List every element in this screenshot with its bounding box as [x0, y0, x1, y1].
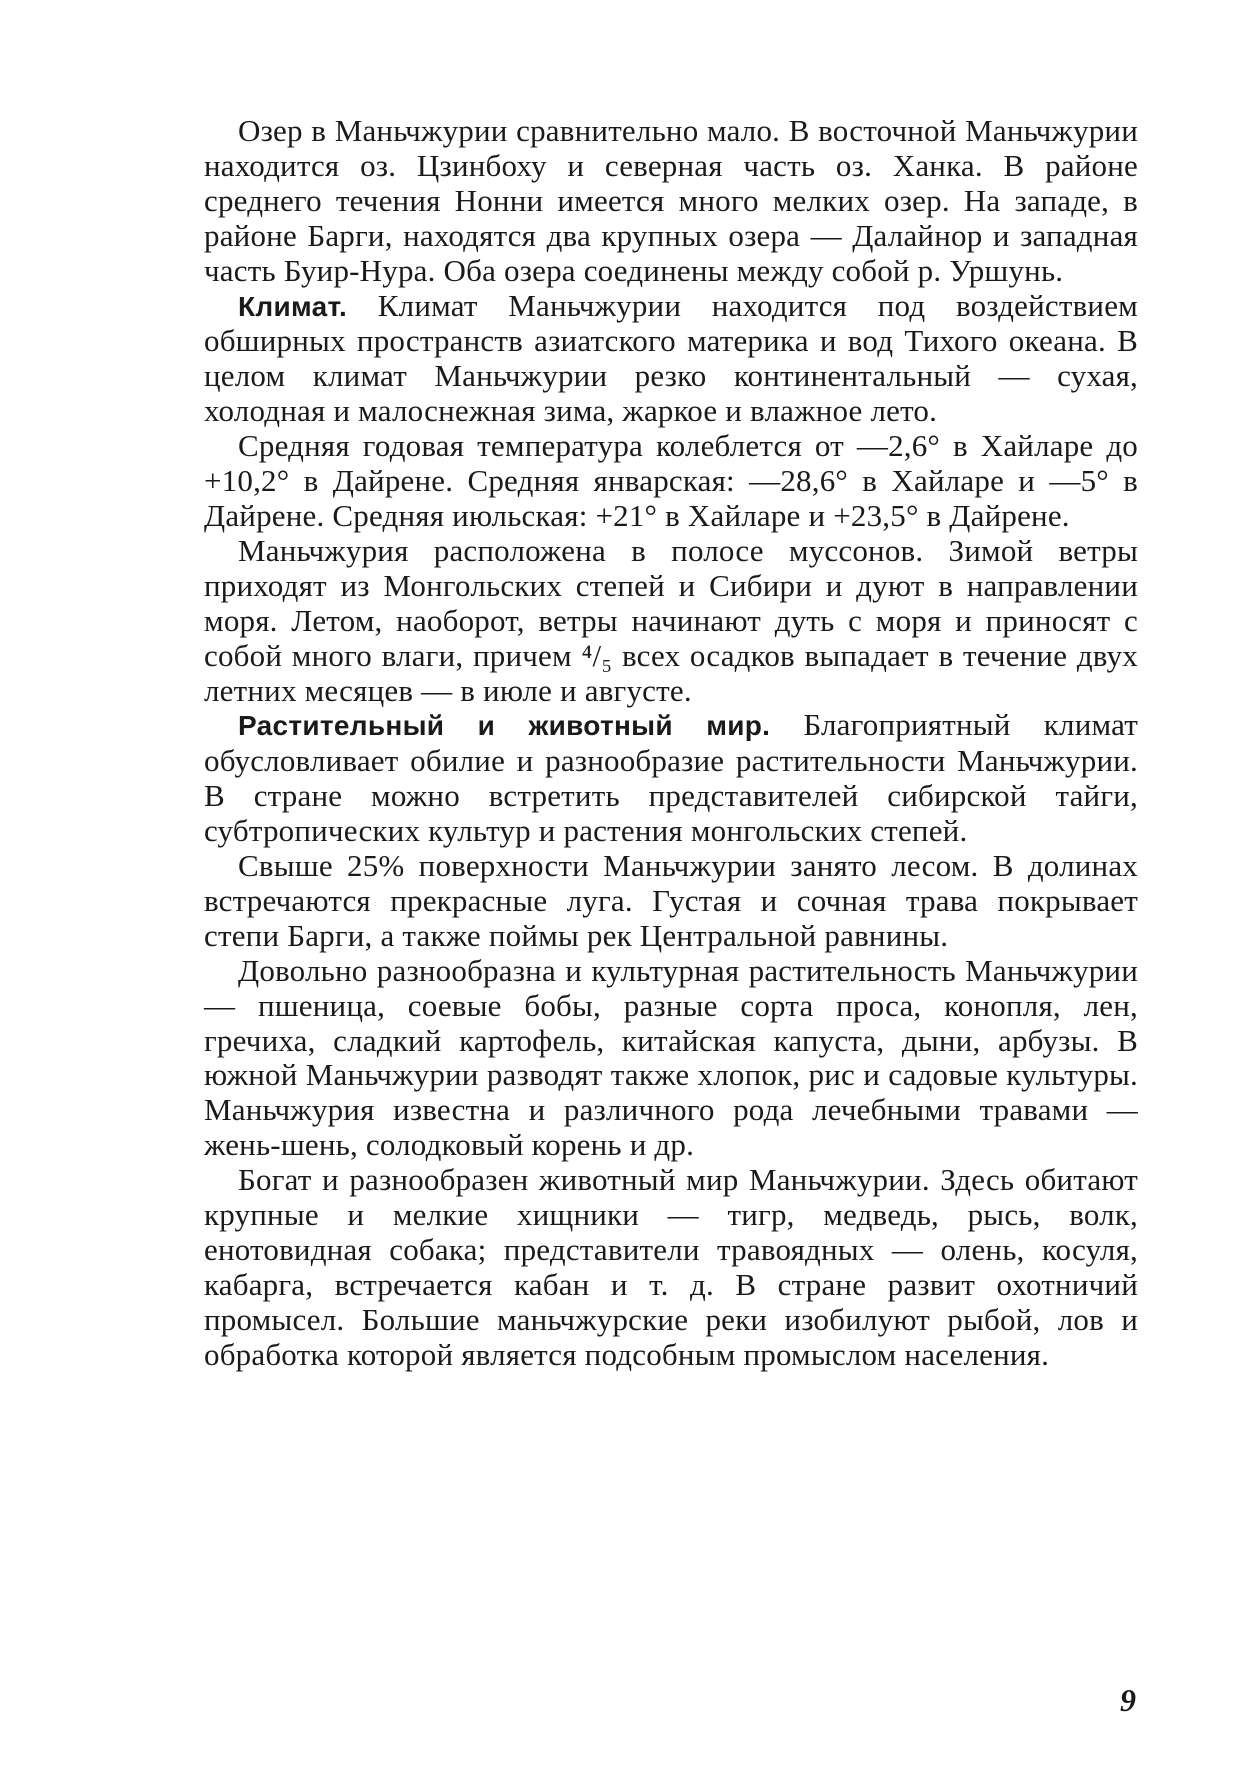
paragraph-text: Благоприятный климат обусловливает обилие и разнообразие растительности Маньчжурии. В стране можно встретить представителей сибирской тайги, субтропических культур и растения монгольских степей. — [204, 707, 1138, 849]
section-heading-climate: Климат. — [238, 290, 348, 322]
paragraph-temperature — [204, 429, 1138, 534]
body-text — [204, 114, 1138, 1373]
paragraph-text: Климат Маньчжурии находится под воздействием обширных пространств азиатского материка и вод Тихого океана. В целом климат Маньчжурии резко континентальный — сухая, холодная и малоснежная зима, жаркое и влажное лето. — [204, 287, 1138, 429]
page-number: 9 — [1120, 1682, 1136, 1718]
paragraph-climate — [204, 289, 1138, 430]
paragraph-text: Озер в Маньчжурии сравнительно мало. В восточной Маньчжурии находится оз. Цзинбоху и северная часть оз. Ханка. В районе среднего течения Нонни имеется много мелких озер. На западе, в районе Барги, находятся два крупных озера — Далайнор и западная часть Буир-Нура. Оба озера соединены между собой р. Уршунь. — [204, 113, 1138, 288]
paragraph-lakes — [204, 114, 1138, 289]
paragraph-text: Свыше 25% поверхности Маньчжурии занято лесом. В долинах встречаются прекрасные луга. Густая и сочная трава покрывает степи Барги, а также поймы рек Центральной равнины. — [204, 848, 1138, 953]
paragraph-text: Богат и разнообразен животный мир Маньчжурии. Здесь обитают крупные и мелкие хищники — тигр, медведь, рысь, волк, енотовидная собака; представители травоядных — олень, косуля, кабарга, встречается кабан и т. д. В стране развит охотничий промысел. Большие маньчжурские реки изобилуют рыбой, лов и обработка которой является подсобным промыслом населения. — [204, 1162, 1138, 1372]
paragraph-forests — [204, 849, 1138, 954]
section-heading-flora-fauna: Растительный и животный мир. — [238, 710, 771, 742]
paragraph-crops — [204, 954, 1138, 1163]
paragraph-text: Маньчжурия расположена в полосе муссонов. Зимой ветры приходят из Монгольских степей и Сибири и дуют в направлении моря. Летом, наоборот, ветры начинают дуть с моря и приносят с собой много влаги, причем ⁴/₅ всех осадков выпадает в течение двух летних месяцев — в июле и августе. — [204, 532, 1138, 708]
paragraph-monsoons — [204, 534, 1138, 709]
paragraph-flora-fauna — [204, 708, 1138, 849]
paragraph-text: Средняя годовая температура колеблется от —2,6° в Хайларе до +10,2° в Дайрене. Средняя январская: —28,6° в Хайларе и —5° в Дайрене. Средняя июльская: +21° в Хайларе и +23,5° в Дайрене. — [204, 428, 1138, 533]
paragraph-text: Довольно разнообразна и культурная растительность Маньчжурии — пшеница, соевые бобы, разные сорта проса, конопля, лен, гречиха, сладкий картофель, китайская капуста, дыни, арбузы. В южной Маньчжурии разводят также хлопок, рис и садовые культуры. Маньчжурия известна и различного рода лечебными травами — жень-шень, солодковый корень и др. — [204, 952, 1138, 1163]
paragraph-animals — [204, 1163, 1138, 1372]
